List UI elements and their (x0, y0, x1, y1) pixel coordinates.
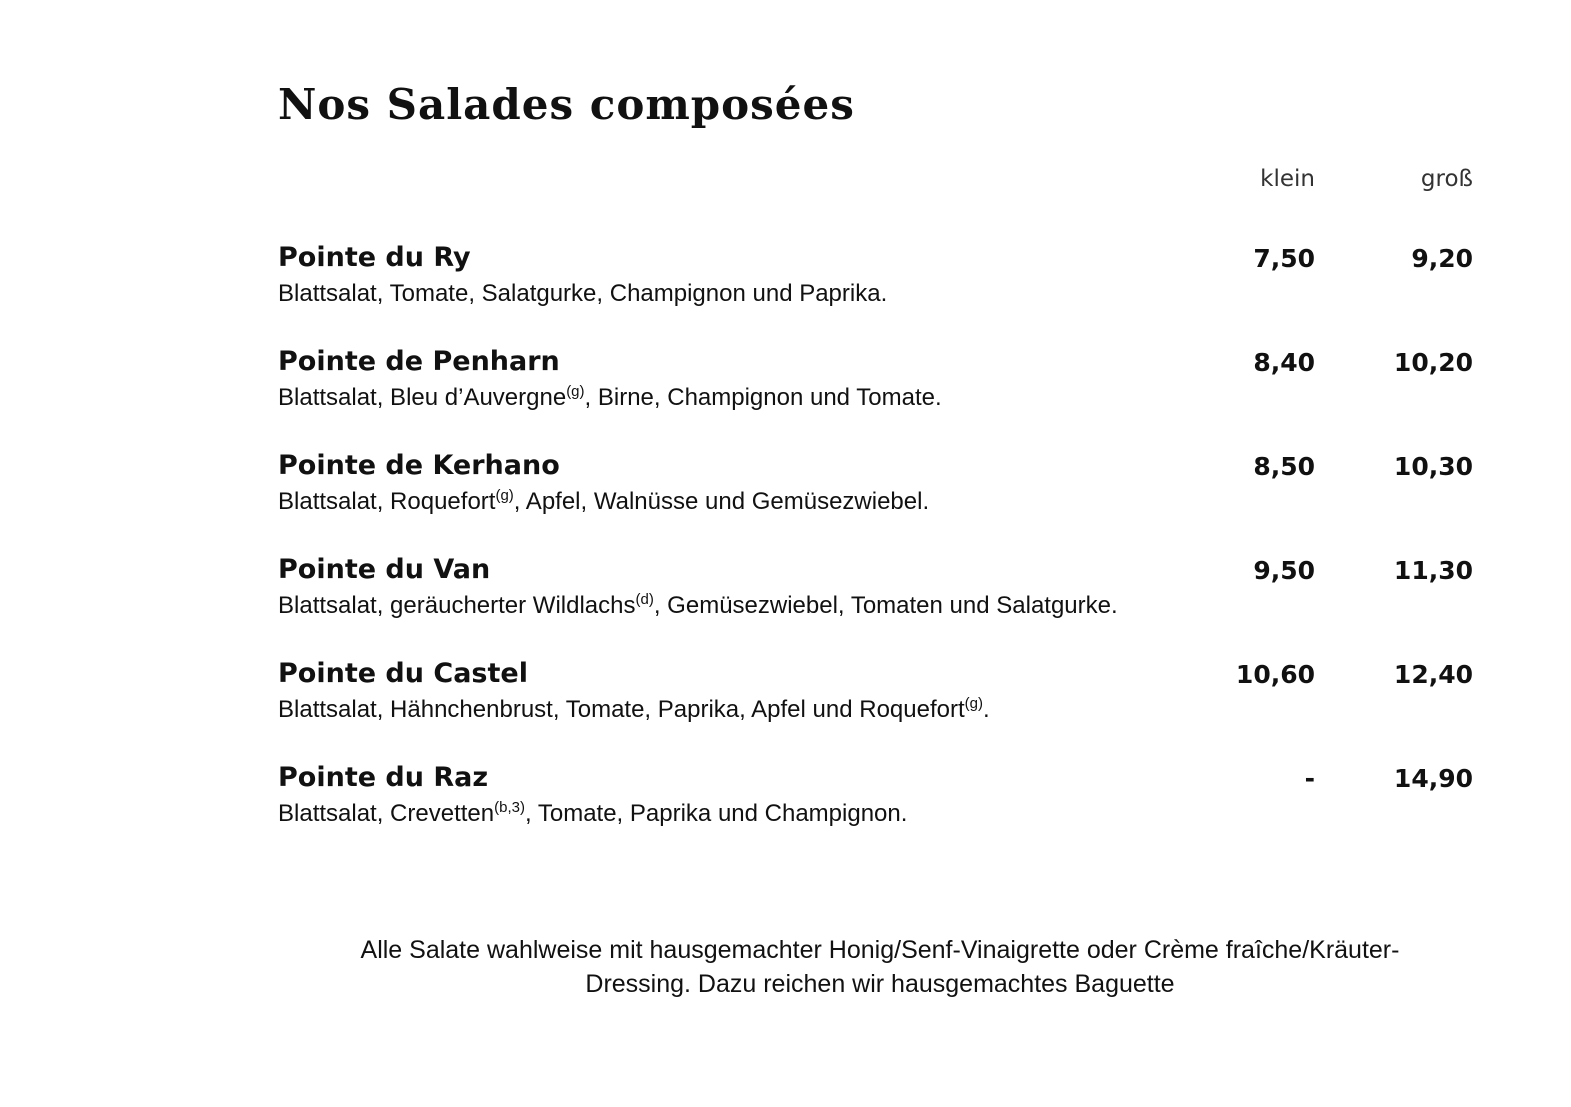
desc-text: , Tomate, Paprika und Champignon. (524, 800, 908, 827)
item-description (278, 696, 990, 724)
price-large: 14,90 (1393, 764, 1473, 793)
footer-note (300, 933, 1460, 1001)
item-description (278, 800, 907, 828)
desc-text: , Apfel, Walnüsse und Gemüsezwiebel. (513, 488, 930, 515)
price-small: 8,40 (1253, 348, 1315, 377)
menu-item (278, 446, 1474, 550)
price-large: 9,20 (1411, 244, 1473, 273)
item-description (278, 488, 929, 516)
price-large: 11,30 (1393, 556, 1473, 585)
desc-text: Blattsalat, geräucherter Wildlachs (278, 592, 636, 619)
item-description (278, 384, 942, 412)
allergen-note: (b,3) (494, 799, 525, 816)
footer-line: Dressing. Dazu reichen wir hausgemachtes Baguette (585, 970, 1175, 998)
item-description (278, 592, 1118, 620)
item-name: Pointe de Penharn (278, 346, 560, 377)
menu-title: Nos Salades composées (278, 80, 855, 129)
allergen-note: (g) (964, 695, 983, 712)
allergen-note: (g) (566, 383, 585, 400)
column-header-large: groß (1420, 166, 1473, 192)
price-small: - (1304, 764, 1315, 793)
desc-text: Blattsalat, Crevetten (278, 800, 495, 827)
column-header-small: klein (1260, 166, 1315, 192)
item-name: Pointe du Van (278, 554, 491, 585)
price-large: 10,20 (1393, 348, 1473, 377)
price-small: 10,60 (1235, 660, 1315, 689)
desc-text: Blattsalat, Roquefort (278, 488, 496, 515)
allergen-note: (d) (635, 591, 654, 608)
desc-text: , Birne, Champignon und Tomate. (584, 384, 942, 411)
menu-item (278, 342, 1474, 446)
menu-items-list (278, 238, 1474, 862)
allergen-note: (g) (495, 487, 514, 504)
item-name: Pointe du Raz (278, 762, 489, 793)
item-name: Pointe du Castel (278, 658, 528, 689)
desc-text: . (982, 696, 990, 723)
footer-line: Alle Salate wahlweise mit hausgemachter Honig/Senf-Vinaigrette oder Crème fraîche/Kräuter- (360, 936, 1400, 964)
price-small: 9,50 (1253, 556, 1315, 585)
item-name: Pointe du Ry (278, 242, 471, 273)
price-large: 12,40 (1393, 660, 1473, 689)
desc-text: Blattsalat, Bleu d’Auvergne (278, 384, 567, 411)
desc-text: Blattsalat, Hähnchenbrust, Tomate, Paprika, Apfel und Roquefort (278, 696, 965, 723)
price-small: 8,50 (1253, 452, 1315, 481)
desc-text: , Gemüsezwiebel, Tomaten und Salatgurke. (653, 592, 1118, 619)
desc-text: Blattsalat, Tomate, Salatgurke, Champignon und Paprika. (278, 280, 888, 307)
menu-item (278, 238, 1474, 342)
menu-item (278, 758, 1474, 862)
item-description (278, 280, 887, 308)
price-large: 10,30 (1393, 452, 1473, 481)
menu-item (278, 550, 1474, 654)
price-small: 7,50 (1253, 244, 1315, 273)
menu-item (278, 654, 1474, 758)
item-name: Pointe de Kerhano (278, 450, 560, 481)
